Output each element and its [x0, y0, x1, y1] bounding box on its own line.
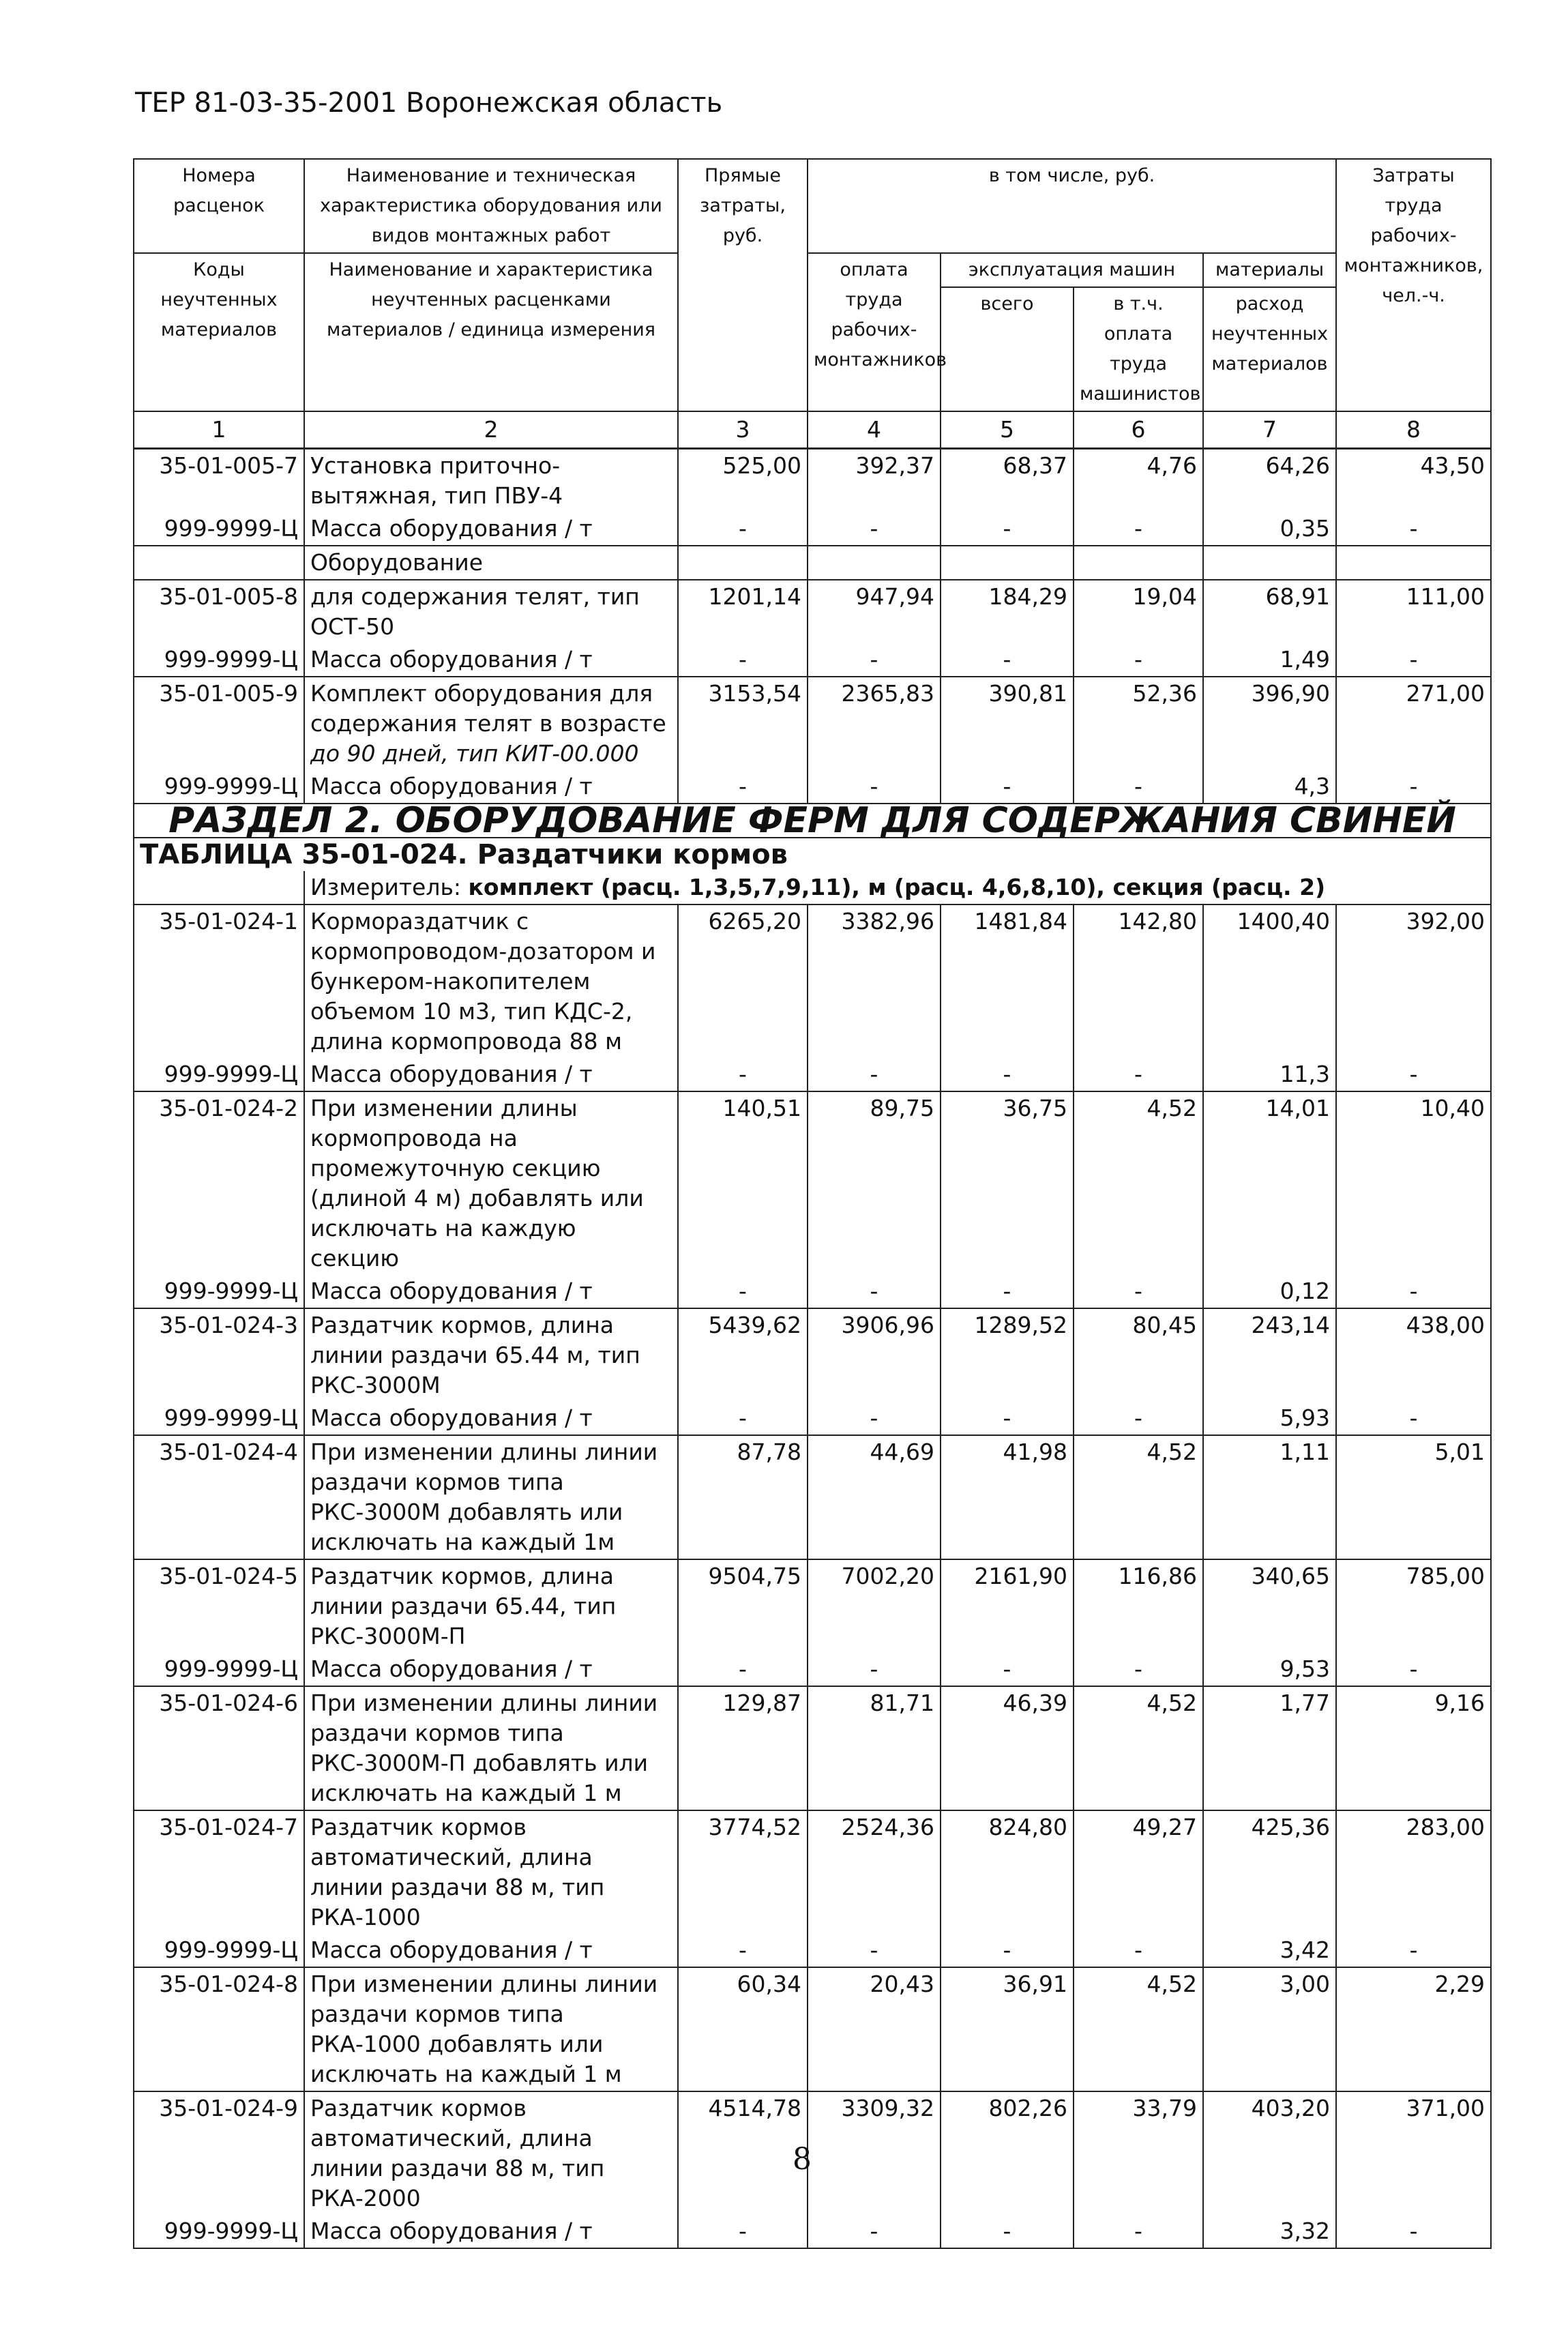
- value-cell: 824,80: [941, 1810, 1074, 1934]
- document-header: ТЕР 81-03-35-2001 Воронежская область: [135, 87, 723, 119]
- column-number: 1: [134, 411, 304, 449]
- rates-table: [133, 158, 1492, 2249]
- value-cell: 802,26: [941, 2091, 1074, 2215]
- rate-code: 999-9999-Ц: [134, 643, 304, 677]
- value-cell: -: [1336, 1058, 1491, 1091]
- rate-row: [134, 449, 1491, 513]
- rate-description: [304, 1653, 678, 1686]
- rate-row: [134, 1091, 1491, 1275]
- description-text: для содержания телят, тип ОСТ-50: [310, 583, 640, 640]
- rate-description: [304, 1810, 678, 1934]
- col-header-material-consumption: расход неучтенных материалов: [1203, 287, 1336, 411]
- value-cell: 52,36: [1074, 677, 1203, 770]
- rate-row: [134, 904, 1491, 1058]
- value-cell: 111,00: [1336, 580, 1491, 643]
- rate-description: [304, 1686, 678, 1810]
- value-cell: 3,32: [1203, 2215, 1336, 2248]
- value-cell: 4,76: [1074, 449, 1203, 513]
- col-header-material-codes: Коды неучтенных материалов: [134, 253, 304, 411]
- value-cell: -: [808, 512, 941, 546]
- value-cell: 6265,20: [678, 904, 808, 1058]
- value-cell: -: [941, 1402, 1074, 1435]
- value-cell: -: [1336, 512, 1491, 546]
- value-cell: 33,79: [1074, 2091, 1203, 2215]
- table-title-row: [134, 838, 1491, 871]
- measure-row: [134, 871, 1491, 904]
- value-cell: 89,75: [808, 1091, 941, 1275]
- value-cell: -: [678, 1058, 808, 1091]
- value-cell: -: [808, 2215, 941, 2248]
- value-cell: 3,00: [1203, 1967, 1336, 2091]
- value-cell: -: [941, 512, 1074, 546]
- column-number: 2: [304, 411, 678, 449]
- value-cell: 3309,32: [808, 2091, 941, 2215]
- rate-row: [134, 2091, 1491, 2215]
- empty-cell: [678, 546, 808, 580]
- value-cell: 1201,14: [678, 580, 808, 643]
- value-cell: 142,80: [1074, 904, 1203, 1058]
- value-cell: -: [1336, 1275, 1491, 1308]
- header-row-mid: [134, 253, 1491, 287]
- rate-code: 35-01-024-3: [134, 1308, 304, 1402]
- rate-code: 999-9999-Ц: [134, 512, 304, 546]
- empty-cell: [1074, 546, 1203, 580]
- value-cell: 7002,20: [808, 1559, 941, 1653]
- value-cell: 14,01: [1203, 1091, 1336, 1275]
- column-number: 8: [1336, 411, 1491, 449]
- value-cell: -: [1336, 1653, 1491, 1686]
- value-cell: 2524,36: [808, 1810, 941, 1934]
- value-cell: -: [808, 1275, 941, 1308]
- rate-description: [304, 2215, 678, 2248]
- value-cell: 5,93: [1203, 1402, 1336, 1435]
- col-header-work-name: Наименование и техническая характеристика оборудования или видов монтажных работ: [304, 159, 678, 253]
- material-row: [134, 1653, 1491, 1686]
- value-cell: 2161,90: [941, 1559, 1074, 1653]
- value-cell: 3382,96: [808, 904, 941, 1058]
- value-cell: 0,35: [1203, 512, 1336, 546]
- empty-cell: [1336, 546, 1491, 580]
- description-text: Раздатчик кормов, длина линии раздачи 65.44 м, тип РКС-3000М: [310, 1312, 640, 1398]
- description-text: Раздатчик кормов автоматический, длина линии раздачи 88 м, тип РКА-1000: [310, 1814, 605, 1930]
- value-cell: 1289,52: [941, 1308, 1074, 1402]
- value-cell: -: [1074, 1934, 1203, 1967]
- column-number: 6: [1074, 411, 1203, 449]
- value-cell: 392,37: [808, 449, 941, 513]
- rate-code: 35-01-024-7: [134, 1810, 304, 1934]
- description-text: При изменении длины линии раздачи кормов типа РКС-3000М добавлять или исключать на каждый 1м: [310, 1439, 658, 1555]
- rate-code: 999-9999-Ц: [134, 1402, 304, 1435]
- value-cell: -: [678, 2215, 808, 2248]
- value-cell: 43,50: [1336, 449, 1491, 513]
- value-cell: -: [941, 2215, 1074, 2248]
- material-row: [134, 643, 1491, 677]
- value-cell: 3774,52: [678, 1810, 808, 1934]
- value-cell: 425,36: [1203, 1810, 1336, 1934]
- value-cell: -: [1074, 1275, 1203, 1308]
- rate-code: 999-9999-Ц: [134, 1653, 304, 1686]
- value-cell: -: [808, 643, 941, 677]
- material-row: [134, 512, 1491, 546]
- description-text: Масса оборудования / т: [310, 1404, 593, 1431]
- value-cell: 184,29: [941, 580, 1074, 643]
- value-cell: -: [678, 1934, 808, 1967]
- section-title: РАЗДЕЛ 2. ОБОРУДОВАНИЕ ФЕРМ ДЛЯ СОДЕРЖАНИЯ СВИНЕЙ: [134, 804, 1491, 838]
- description-text: Раздатчик кормов автоматический, длина линии раздачи 88 м, тип РКА-2000: [310, 2095, 605, 2211]
- value-cell: 11,3: [1203, 1058, 1336, 1091]
- value-cell: -: [941, 1653, 1074, 1686]
- rate-description: [304, 1308, 678, 1402]
- rate-code: 999-9999-Ц: [134, 1058, 304, 1091]
- value-cell: 1,49: [1203, 643, 1336, 677]
- col-header-materials: материалы: [1203, 253, 1336, 287]
- rate-code: 35-01-024-5: [134, 1559, 304, 1653]
- value-cell: 46,39: [941, 1686, 1074, 1810]
- value-cell: 5439,62: [678, 1308, 808, 1402]
- value-cell: 19,04: [1074, 580, 1203, 643]
- value-cell: 243,14: [1203, 1308, 1336, 1402]
- value-cell: -: [1074, 1058, 1203, 1091]
- rate-description: [304, 512, 678, 546]
- column-number: 4: [808, 411, 941, 449]
- rate-code: 35-01-005-8: [134, 580, 304, 643]
- page-number: 8: [793, 2142, 812, 2177]
- value-cell: 60,34: [678, 1967, 808, 2091]
- value-cell: -: [678, 512, 808, 546]
- value-cell: 1481,84: [941, 904, 1074, 1058]
- empty-cell: [941, 546, 1074, 580]
- rate-code: 35-01-024-6: [134, 1686, 304, 1810]
- value-cell: 392,00: [1336, 904, 1491, 1058]
- value-cell: 9504,75: [678, 1559, 808, 1653]
- col-header-machine-total: всего: [941, 287, 1074, 411]
- description-text: При изменении длины линии раздачи кормов типа РКС-3000М-П добавлять или исключать на каждый 1 м: [310, 1690, 658, 1806]
- rate-code: 35-01-024-9: [134, 2091, 304, 2215]
- value-cell: 3,42: [1203, 1934, 1336, 1967]
- column-number: 7: [1203, 411, 1336, 449]
- value-cell: -: [808, 1653, 941, 1686]
- value-cell: 81,71: [808, 1686, 941, 1810]
- column-numbers-row: [134, 411, 1491, 449]
- value-cell: 68,91: [1203, 580, 1336, 643]
- value-cell: -: [808, 1402, 941, 1435]
- material-row: [134, 1058, 1491, 1091]
- rate-row: [134, 677, 1491, 770]
- value-cell: 64,26: [1203, 449, 1336, 513]
- rate-description: [304, 643, 678, 677]
- empty-cell: [808, 546, 941, 580]
- rate-description: [304, 1275, 678, 1308]
- value-cell: 4,52: [1074, 1967, 1203, 2091]
- value-cell: -: [1074, 512, 1203, 546]
- rate-code: 35-01-005-7: [134, 449, 304, 513]
- description-text: Комплект оборудования для содержания телят в возрасте: [310, 680, 666, 737]
- value-cell: -: [1074, 643, 1203, 677]
- value-cell: 3906,96: [808, 1308, 941, 1402]
- column-number: 5: [941, 411, 1074, 449]
- value-cell: -: [1074, 1402, 1203, 1435]
- rate-description: [304, 1559, 678, 1653]
- description-text: Установка приточно-вытяжная, тип ПВУ-4: [310, 452, 563, 509]
- empty-cell: [1203, 546, 1336, 580]
- value-cell: 4,52: [1074, 1686, 1203, 1810]
- material-row: [134, 1402, 1491, 1435]
- value-cell: 340,65: [1203, 1559, 1336, 1653]
- value-cell: 44,69: [808, 1435, 941, 1559]
- rate-row: [134, 580, 1491, 643]
- value-cell: 283,00: [1336, 1810, 1491, 1934]
- value-cell: -: [1336, 770, 1491, 804]
- value-cell: 2,29: [1336, 1967, 1491, 2091]
- material-row: [134, 2215, 1491, 2248]
- value-cell: -: [941, 1058, 1074, 1091]
- rate-description: [304, 1967, 678, 2091]
- rate-row: [134, 1686, 1491, 1810]
- value-cell: 116,86: [1074, 1559, 1203, 1653]
- col-header-labor-pay: оплата труда рабочих-монтажников: [808, 253, 941, 411]
- description-text: Масса оборудования / т: [310, 773, 593, 799]
- rate-code: 999-9999-Ц: [134, 1275, 304, 1308]
- rate-code: 35-01-024-2: [134, 1091, 304, 1275]
- value-cell: 1,77: [1203, 1686, 1336, 1810]
- value-cell: 41,98: [941, 1435, 1074, 1559]
- rate-description: [304, 1091, 678, 1275]
- material-row: [134, 1275, 1491, 1308]
- value-cell: 87,78: [678, 1435, 808, 1559]
- value-cell: 140,51: [678, 1091, 808, 1275]
- col-header-including: в том числе, руб.: [808, 159, 1336, 253]
- rate-code: 999-9999-Ц: [134, 1934, 304, 1967]
- value-cell: 20,43: [808, 1967, 941, 2091]
- value-cell: -: [678, 1402, 808, 1435]
- col-header-labor-hours: Затраты труда рабочих-монтажников, чел.-ч.: [1336, 159, 1491, 411]
- value-cell: 5,01: [1336, 1435, 1491, 1559]
- value-cell: 390,81: [941, 677, 1074, 770]
- value-cell: -: [678, 1275, 808, 1308]
- rate-code: 35-01-024-4: [134, 1435, 304, 1559]
- rate-code: 999-9999-Ц: [134, 770, 304, 804]
- measure-value: комплект (расц. 1,3,5,7,9,11), м (расц. 4,6,8,10), секция (расц. 2): [468, 874, 1326, 900]
- value-cell: 49,27: [1074, 1810, 1203, 1934]
- value-cell: 10,40: [1336, 1091, 1491, 1275]
- description-text: Масса оборудования / т: [310, 1278, 593, 1304]
- rate-code: 35-01-024-1: [134, 904, 304, 1058]
- value-cell: 36,75: [941, 1091, 1074, 1275]
- rate-description: [304, 580, 678, 643]
- rate-description: [304, 677, 678, 770]
- material-row: [134, 770, 1491, 804]
- rate-description: [304, 1058, 678, 1091]
- rate-description: [304, 770, 678, 804]
- description-text: Масса оборудования / т: [310, 646, 593, 673]
- col-header-rate-numbers: Номера расценок: [134, 159, 304, 253]
- rate-description: [304, 1402, 678, 1435]
- description-text: При изменении длины кормопровода на промежуточную секцию (длиной 4 м) добавлять или исключать на каждую секцию: [310, 1095, 644, 1271]
- rate-code: 999-9999-Ц: [134, 2215, 304, 2248]
- value-cell: -: [941, 1934, 1074, 1967]
- value-cell: -: [1336, 643, 1491, 677]
- value-cell: 1,11: [1203, 1435, 1336, 1559]
- group-label-row: [134, 546, 1491, 580]
- rate-description: [304, 1934, 678, 1967]
- value-cell: -: [1074, 2215, 1203, 2248]
- empty-cell: [134, 871, 304, 904]
- value-cell: -: [941, 770, 1074, 804]
- rate-row: [134, 1967, 1491, 2091]
- rate-row: [134, 1308, 1491, 1402]
- value-cell: -: [1074, 770, 1203, 804]
- value-cell: 129,87: [678, 1686, 808, 1810]
- description-text: При изменении длины линии раздачи кормов типа РКА-1000 добавлять или исключать на каждый 1 м: [310, 1971, 658, 2087]
- empty-cell: [134, 546, 304, 580]
- description-text: Масса оборудования / т: [310, 1937, 593, 1963]
- value-cell: 2365,83: [808, 677, 941, 770]
- rate-row: [134, 1810, 1491, 1934]
- header-row-top: [134, 159, 1491, 253]
- measure-label: Измеритель:: [310, 874, 469, 900]
- description-text-italic: до 90 дней, тип КИТ-00.000: [310, 740, 639, 767]
- value-cell: 4,3: [1203, 770, 1336, 804]
- description-text: Кормораздатчик с кормопроводом-дозатором и бункером-накопителем объемом 10 м3, тип КДС-2, длина кормопровода 88 м: [310, 908, 656, 1055]
- col-header-machinist-pay: в т.ч. оплата труда машинистов: [1074, 287, 1203, 411]
- description-text: Масса оборудования / т: [310, 515, 593, 542]
- value-cell: -: [941, 1275, 1074, 1308]
- value-cell: 9,16: [1336, 1686, 1491, 1810]
- value-cell: -: [808, 1058, 941, 1091]
- col-header-material-name: Наименование и характеристика неучтенных расценками материалов / единица измерения: [304, 253, 678, 411]
- value-cell: -: [1336, 1934, 1491, 1967]
- value-cell: 785,00: [1336, 1559, 1491, 1653]
- rate-description: [304, 1435, 678, 1559]
- rate-description: [304, 2091, 678, 2215]
- rate-row: [134, 1435, 1491, 1559]
- value-cell: -: [678, 643, 808, 677]
- value-cell: -: [1336, 2215, 1491, 2248]
- value-cell: -: [678, 770, 808, 804]
- rate-row: [134, 1559, 1491, 1653]
- value-cell: 4,52: [1074, 1435, 1203, 1559]
- value-cell: 947,94: [808, 580, 941, 643]
- rate-description: [304, 449, 678, 513]
- description-text: Масса оборудования / т: [310, 2218, 593, 2244]
- description-text: Раздатчик кормов, длина линии раздачи 65.44, тип РКС-3000М-П: [310, 1563, 617, 1649]
- section-row: [134, 804, 1491, 838]
- value-cell: 438,00: [1336, 1308, 1491, 1402]
- value-cell: 0,12: [1203, 1275, 1336, 1308]
- description-text: Масса оборудования / т: [310, 1656, 593, 1682]
- value-cell: 9,53: [1203, 1653, 1336, 1686]
- col-header-direct-costs: Прямые затраты, руб.: [678, 159, 808, 411]
- col-header-machine-operation: эксплуатация машин: [941, 253, 1203, 287]
- value-cell: 68,37: [941, 449, 1074, 513]
- value-cell: 396,90: [1203, 677, 1336, 770]
- measure-text: [304, 871, 1491, 904]
- value-cell: -: [1074, 1653, 1203, 1686]
- column-number: 3: [678, 411, 808, 449]
- material-row: [134, 1934, 1491, 1967]
- value-cell: 371,00: [1336, 2091, 1491, 2215]
- value-cell: 3153,54: [678, 677, 808, 770]
- value-cell: 36,91: [941, 1967, 1074, 2091]
- group-label: Оборудование: [304, 546, 678, 580]
- table-title: ТАБЛИЦА 35-01-024. Раздатчики кормов: [134, 838, 1491, 871]
- value-cell: 80,45: [1074, 1308, 1203, 1402]
- value-cell: -: [808, 1934, 941, 1967]
- value-cell: -: [1336, 1402, 1491, 1435]
- description-text: Масса оборудования / т: [310, 1061, 593, 1087]
- value-cell: -: [808, 770, 941, 804]
- value-cell: 4,52: [1074, 1091, 1203, 1275]
- value-cell: 1400,40: [1203, 904, 1336, 1058]
- rate-code: 35-01-024-8: [134, 1967, 304, 2091]
- rate-code: 35-01-005-9: [134, 677, 304, 770]
- rate-description: [304, 904, 678, 1058]
- value-cell: -: [941, 643, 1074, 677]
- value-cell: -: [678, 1653, 808, 1686]
- value-cell: 403,20: [1203, 2091, 1336, 2215]
- value-cell: 4514,78: [678, 2091, 808, 2215]
- value-cell: 525,00: [678, 449, 808, 513]
- value-cell: 271,00: [1336, 677, 1491, 770]
